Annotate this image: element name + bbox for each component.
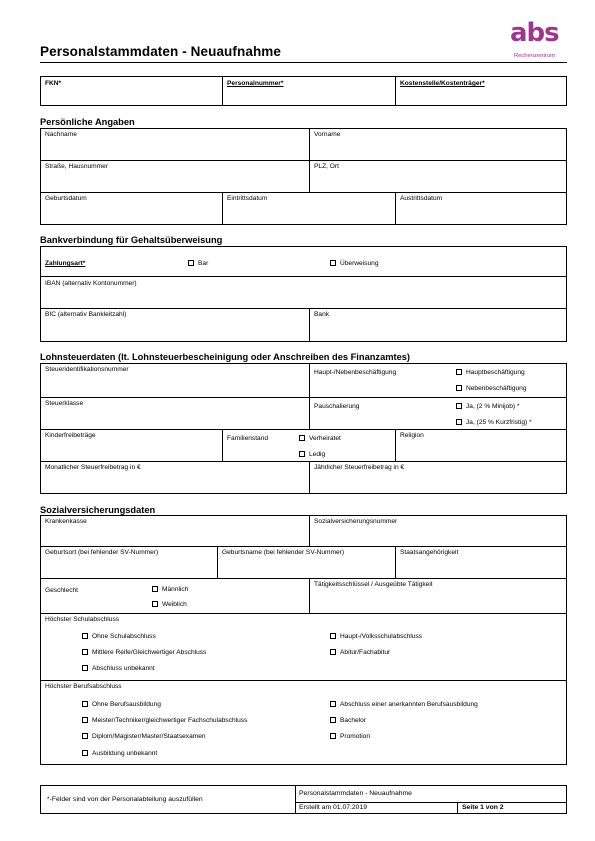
footer-doc-title: Personalstammdaten - Neuaufnahme	[299, 790, 412, 797]
b4-checkbox[interactable]	[330, 717, 336, 723]
divider	[309, 363, 310, 429]
kinder-field[interactable]: Kinderfreibeträge	[45, 432, 96, 439]
minijob-checkbox[interactable]	[456, 403, 462, 409]
weiblich-label: Weiblich	[162, 601, 187, 608]
neben-label: Nebenbeschäftigung	[466, 385, 527, 392]
footer-page: Seite 1 von 2	[462, 804, 504, 811]
kurzfristig-label: Ja, (25 % Kurzfristig) *	[466, 419, 532, 426]
taetigkeit-field[interactable]: Tätigkeitsschlüssel / Ausgeübte Tätigkeit	[314, 581, 433, 588]
divider	[395, 546, 396, 578]
section-personal: Persönliche Angaben	[40, 117, 135, 127]
divider	[309, 308, 310, 342]
plz-field[interactable]: PLZ, Ort	[314, 163, 339, 170]
divider	[309, 461, 310, 494]
b7-checkbox[interactable]	[82, 750, 88, 756]
iban-field[interactable]: IBAN (alternativ Kontonummer)	[45, 280, 137, 287]
divider	[395, 192, 396, 225]
bar-label: Bar	[198, 260, 209, 267]
pausch-label: Pauschalierung	[314, 403, 360, 410]
divider	[40, 308, 567, 309]
bic-field[interactable]: BIC (alternativ Bankleitzahl)	[45, 311, 127, 318]
kurzfristig-checkbox[interactable]	[456, 419, 462, 425]
eintritt-field[interactable]: Eintrittsdatum	[227, 195, 268, 202]
geburtsort-field[interactable]: Geburtsort (bei fehlender SV-Nummer)	[45, 549, 159, 556]
nachname-field[interactable]: Nachname	[45, 131, 77, 138]
b5-checkbox[interactable]	[82, 733, 88, 739]
geburtsname-field[interactable]: Geburtsname (bei fehlender SV-Nummer)	[222, 549, 345, 556]
weiblich-checkbox[interactable]	[152, 601, 158, 607]
section-sozial: Sozialversicherungsdaten	[40, 505, 156, 515]
b1-checkbox[interactable]	[82, 701, 88, 707]
section-bank: Bankverbindung für Gehaltsüberweisung	[40, 235, 223, 245]
logo-subtitle: Rechenzentrum	[514, 53, 555, 59]
footer-created: Erstellt am 01.07.2019	[299, 804, 368, 811]
svnr-field[interactable]: Sozialversicherungsnummer	[314, 518, 398, 525]
b3-checkbox[interactable]	[82, 717, 88, 723]
s3-checkbox[interactable]	[82, 649, 88, 655]
divider	[40, 546, 567, 547]
divider	[222, 76, 223, 106]
ueberweisung-checkbox[interactable]	[330, 260, 336, 266]
geburtsdatum-field[interactable]: Geburtsdatum	[45, 195, 87, 202]
ledig-checkbox[interactable]	[299, 451, 305, 457]
divider	[40, 680, 567, 681]
title-divider	[40, 62, 567, 63]
geschlecht-label: Geschlecht	[45, 587, 78, 594]
zahlungsart-label: Zahlungsart*	[45, 260, 86, 267]
divider	[309, 578, 310, 613]
maennlich-checkbox[interactable]	[152, 586, 158, 592]
b5-label: Diplom/Magister/Master/Staatsexamen	[92, 733, 206, 740]
religion-field[interactable]: Religion	[400, 432, 424, 439]
s2-checkbox[interactable]	[330, 633, 336, 639]
divider	[40, 429, 567, 430]
id-box	[40, 76, 567, 106]
personal-box	[40, 128, 567, 225]
beruf-label: Höchster Berufsabschluss	[45, 683, 122, 690]
bar-checkbox[interactable]	[188, 260, 194, 266]
divider	[309, 515, 310, 546]
logo-word: abs	[510, 18, 559, 48]
bank-box	[40, 246, 567, 342]
vorname-field[interactable]: Vorname	[314, 131, 341, 138]
footer-note: *-Felder sind von der Personalabteilung auszufüllen	[47, 796, 203, 803]
divider	[222, 192, 223, 225]
fkn-field[interactable]: FKN*	[45, 80, 62, 87]
s5-label: Abschluss unbekannt	[92, 665, 155, 672]
steuerklasse-field[interactable]: Steuerklasse	[45, 400, 84, 407]
s1-label: Ohne Schulabschluss	[92, 633, 156, 640]
b2-checkbox[interactable]	[330, 701, 336, 707]
divider	[40, 160, 567, 161]
haupt-checkbox[interactable]	[456, 369, 462, 375]
krankenkasse-field[interactable]: Krankenkasse	[45, 518, 87, 525]
b6-label: Promotion	[340, 733, 371, 740]
divider	[40, 192, 567, 193]
s1-checkbox[interactable]	[82, 633, 88, 639]
haupt-label: Hauptbeschäftigung	[466, 369, 525, 376]
divider	[40, 578, 567, 579]
austritt-field[interactable]: Austrittsdatum	[400, 195, 443, 202]
strasse-field[interactable]: Straße, Hausnummer	[45, 163, 109, 170]
maennlich-label: Männlich	[162, 586, 189, 593]
schule-label: Höchster Schulabschluss	[45, 616, 120, 623]
divider	[217, 546, 218, 578]
divider	[457, 802, 458, 814]
staat-field[interactable]: Staatsangehörigkeit	[400, 549, 459, 556]
verheiratet-checkbox[interactable]	[299, 435, 305, 441]
steuerid-field[interactable]: Steueridentifikationsnummer	[45, 366, 129, 373]
personalnummer-field[interactable]: Personalnummer*	[227, 80, 284, 87]
divider	[309, 128, 310, 192]
familienstand-label: Familienstand	[227, 435, 269, 442]
beschaeftigung-label: Haupt-/Nebenbeschäftigung	[314, 369, 397, 376]
kostenstelle-field[interactable]: Kostenstelle/Kostenträger*	[400, 80, 485, 87]
divider	[40, 276, 567, 277]
b3-label: Meister/Techniker/gleichwertiger Fachschulabschluss	[92, 717, 248, 724]
s3-label: Mittlere Reife/Gleichwertiger Abschluss	[92, 649, 207, 656]
bank-name-field[interactable]: Bank	[314, 311, 330, 318]
minijob-label: Ja, (2 % Minijob) *	[466, 403, 520, 410]
b6-checkbox[interactable]	[330, 733, 336, 739]
divider	[295, 802, 567, 803]
page-title: Personalstammdaten - Neuaufnahme	[40, 44, 282, 59]
b7-label: Ausbildung unbekannt	[92, 750, 158, 757]
ledig-label: Ledig	[309, 451, 326, 458]
jaehrlich-field[interactable]: Jährlicher Steuerfreibetrag in €	[314, 464, 405, 471]
divider	[40, 397, 567, 398]
ueberweisung-label: Überweisung	[340, 260, 379, 267]
s4-checkbox[interactable]	[330, 649, 336, 655]
divider	[395, 429, 396, 461]
divider	[295, 785, 296, 814]
divider	[222, 429, 223, 461]
b4-label: Bachelor	[340, 717, 367, 724]
divider	[40, 461, 567, 462]
s5-checkbox[interactable]	[82, 665, 88, 671]
monatlich-field[interactable]: Monatlicher Steuerfreibetrag in €	[45, 464, 141, 471]
section-lohnsteuer: Lohnsteuerdaten (lt. Lohnsteuerbescheinigung oder Anschreiben des Finanzamtes)	[40, 352, 411, 362]
divider	[40, 613, 567, 614]
verheiratet-label: Verheiratet	[309, 435, 341, 442]
b1-label: Ohne Berufsausbildung	[92, 701, 161, 708]
b2-label: Abschluss einer anerkannten Berufsausbildung	[340, 701, 478, 708]
s2-label: Haupt-/Volksschulabschluss	[340, 633, 423, 640]
s4-label: Abitur/Fachabitur	[340, 649, 391, 656]
neben-checkbox[interactable]	[456, 385, 462, 391]
company-logo	[510, 18, 572, 62]
divider	[395, 76, 396, 106]
